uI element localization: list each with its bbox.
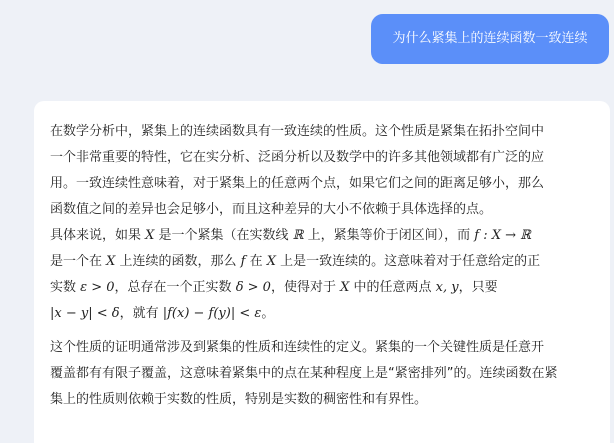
text-run: 。 <box>261 306 275 321</box>
math-expression: |f(x) − f(y)| < ε <box>162 306 262 321</box>
answer-line: 函数值之间的差异也会足够小，而且这种差异的大小不依赖于具体选择的点。 <box>50 202 493 217</box>
answer-paragraph-2 <box>50 223 592 327</box>
text-run: 在 <box>245 254 267 269</box>
text-run: 实数 <box>50 280 81 295</box>
text-run: 上，紧集等价于闭区间），而 <box>303 228 475 243</box>
math-symbol: X <box>340 280 350 295</box>
text-run: 是一个紧集（在实数线 <box>154 228 293 243</box>
math-expression: δ > 0 <box>235 280 271 295</box>
math-symbol: ℝ <box>292 228 304 243</box>
text-run: 中的任意两点 <box>349 280 436 295</box>
text-run: 上是一致连续的。这意味着对于任意给定的正 <box>276 254 541 269</box>
answer-paragraph-1 <box>50 119 592 223</box>
answer-line <box>50 249 592 275</box>
answer-line <box>50 223 592 249</box>
user-message-bubble: 为什么紧集上的连续函数一致连续 <box>371 14 609 64</box>
math-symbol: X <box>266 254 277 269</box>
answer-line <box>50 275 592 301</box>
answer-line: 一个非常重要的特性，它在实分析、泛函分析以及数学中的许多其他领域都有广泛的应 <box>50 150 545 165</box>
math-symbol: X <box>145 228 155 243</box>
text-run: 是一个在 <box>50 254 107 269</box>
text-run: 具体来说，如果 <box>50 228 146 243</box>
answer-line <box>50 301 592 327</box>
text-run: ，总存在一个正实数 <box>114 280 236 295</box>
math-expression: ε > 0 <box>80 280 115 295</box>
answer-line: 集上的性质则依赖于实数的性质，特别是实数的稠密性和有界性。 <box>50 392 428 407</box>
text-run: ，就有 <box>119 306 163 321</box>
math-expression: f : X → ℝ <box>474 228 531 243</box>
assistant-answer-card <box>34 101 610 443</box>
text-run: ，只要 <box>458 280 498 295</box>
text-run: ，使得对于 <box>270 280 341 295</box>
answer-line: 覆盖都有有限子覆盖，这意味着紧集中的点在某种程度上是“紧密排列”的。连续函数在紧 <box>50 366 558 381</box>
math-symbol: X <box>106 254 116 269</box>
math-expression: |x − y| < δ <box>50 306 120 321</box>
math-expression: x, y <box>435 280 459 295</box>
answer-line: 这个性质的证明通常涉及到紧集的性质和连续性的定义。紧集的一个关键性质是任意开 <box>50 340 545 355</box>
answer-paragraph-3 <box>50 335 592 413</box>
answer-line: 用。一致连续性意味着，对于紧集上的任意两个点，如果它们之间的距离足够小，那么 <box>50 176 545 191</box>
answer-line: 在数学分析中，紧集上的连续函数具有一致连续的性质。这个性质是紧集在拓扑空间中 <box>50 124 545 139</box>
text-run: 上连续的函数，那么 <box>115 254 241 269</box>
math-symbol: f <box>240 254 246 269</box>
